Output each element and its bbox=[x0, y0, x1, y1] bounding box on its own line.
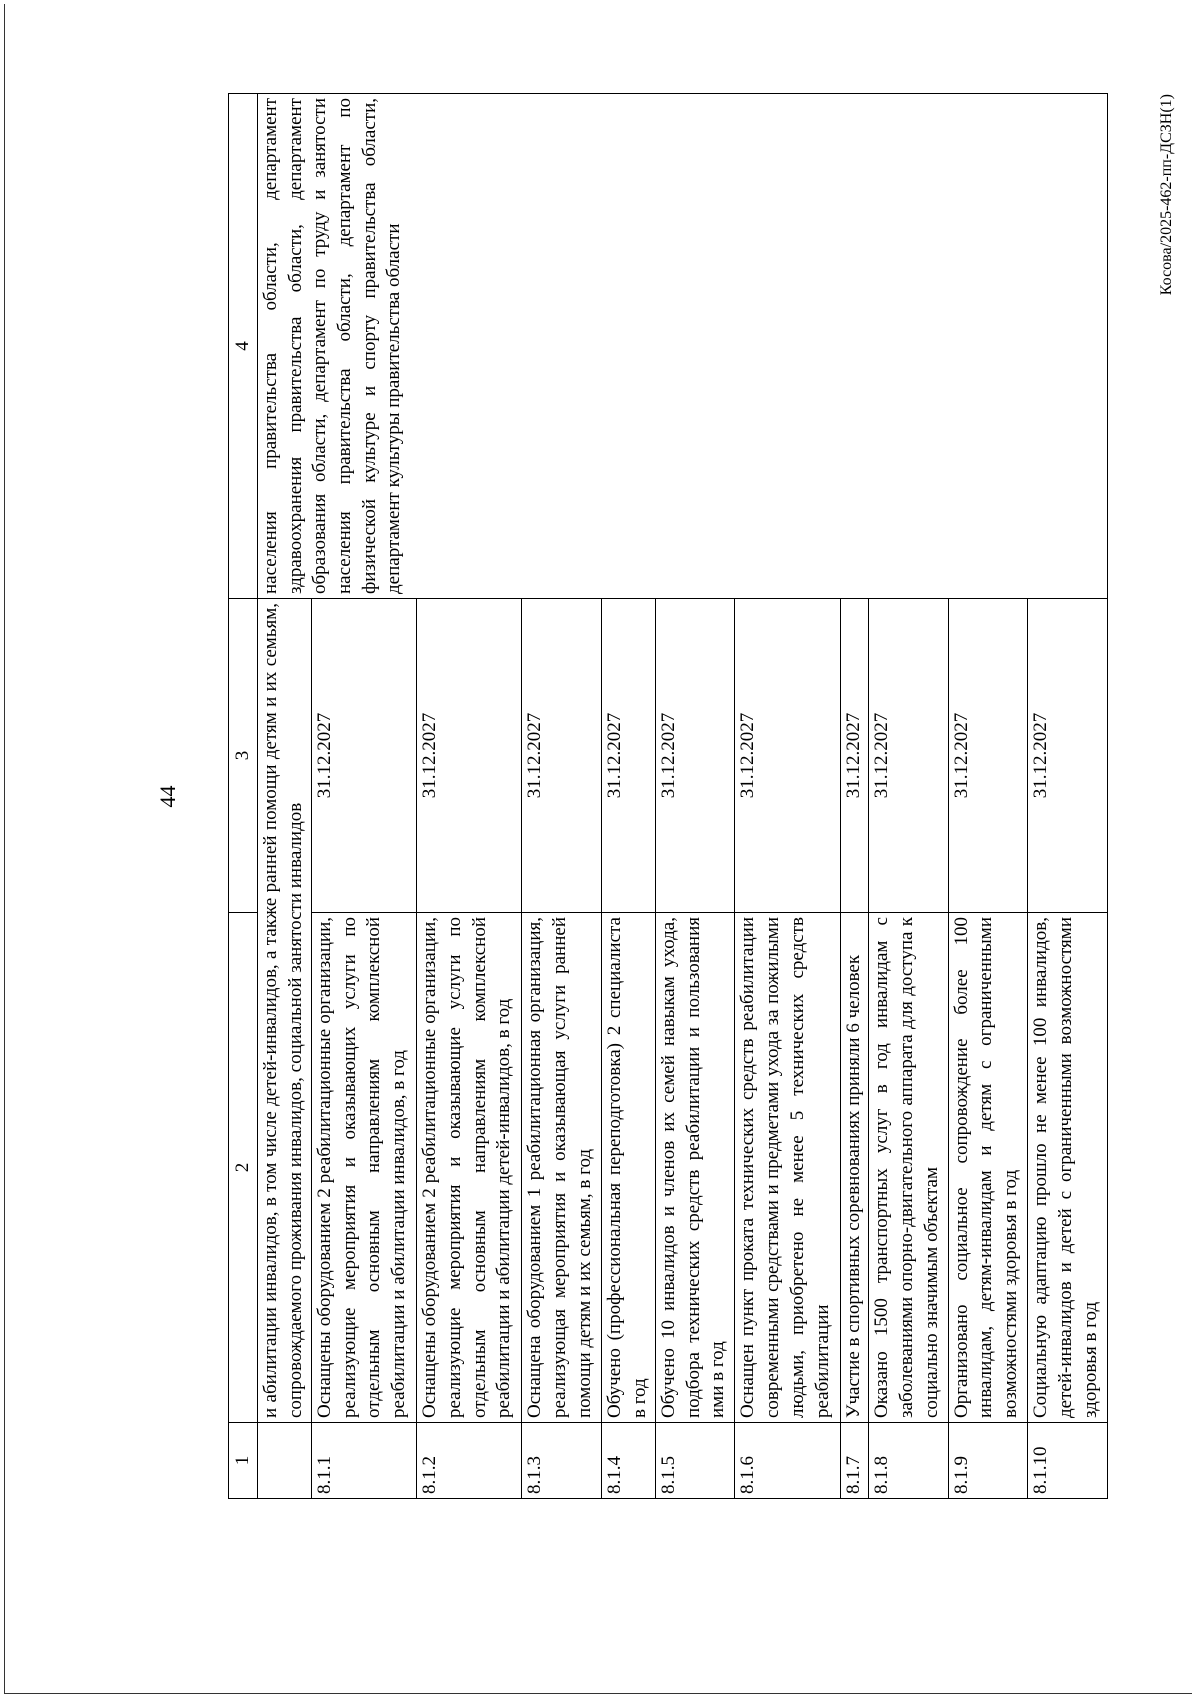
measures-table bbox=[228, 93, 1108, 1499]
page-number: 44 bbox=[155, 785, 180, 808]
rotated-page-content bbox=[148, 94, 1175, 1499]
header-col-3: 3 bbox=[229, 599, 258, 913]
table-header-row bbox=[229, 94, 258, 1499]
row-text: Социальную адаптацию прошло не менее 100 инвалидов, детей-инвалидов и детей с ограниченными возможностями здоровья в год bbox=[1028, 913, 1108, 1423]
row-date: 31.12.2027 bbox=[948, 599, 1028, 913]
row-date: 31.12.2027 bbox=[522, 599, 602, 913]
intro-text: и абилитации инвалидов, в том числе детей-инвалидов, а также ранней помощи детям и их семьям, сопровождаемого проживания инвалидов, социальной занятости инвалидов bbox=[258, 599, 312, 1423]
row-num: 8.1.3 bbox=[522, 1423, 602, 1499]
row-date: 31.12.2027 bbox=[869, 599, 949, 913]
row-date: 31.12.2027 bbox=[735, 599, 840, 913]
row-num: 8.1.5 bbox=[655, 1423, 735, 1499]
row-text: Оказано 1500 транспортных услуг в год инвалидам с заболеваниями опорно-двигательного аппарата для доступа к социально значимым объектам bbox=[869, 913, 949, 1423]
cell-num-empty bbox=[258, 1423, 312, 1499]
row-date: 31.12.2027 bbox=[840, 599, 869, 913]
row-text: Обучено 10 инвалидов и членов их семей навыкам ухода, подбора технических средств реабилитации и пользования ими в год bbox=[655, 913, 735, 1423]
row-num: 8.1.4 bbox=[601, 1423, 655, 1499]
row-num: 8.1.1 bbox=[312, 1423, 417, 1499]
row-date: 31.12.2027 bbox=[417, 599, 522, 913]
header-col-1: 1 bbox=[229, 1423, 258, 1499]
row-date: 31.12.2027 bbox=[655, 599, 735, 913]
row-date: 31.12.2027 bbox=[312, 599, 417, 913]
row-num: 8.1.6 bbox=[735, 1423, 840, 1499]
header-col-2: 2 bbox=[229, 913, 258, 1423]
table-row-intro bbox=[258, 94, 312, 1499]
row-num: 8.1.7 bbox=[840, 1423, 869, 1499]
row-text: Организовано социальное сопровождение более 100 инвалидам, детям-инвалидам и детям с ограниченными возможностями здоровья в год bbox=[948, 913, 1028, 1423]
header-col-4: 4 bbox=[229, 94, 258, 599]
row-num: 8.1.10 bbox=[1028, 1423, 1108, 1499]
row-text: Обучено (профессиональная переподготовка) 2 специалиста в год bbox=[601, 913, 655, 1423]
row-text: Оснащен пункт проката технических средств реабилитации современными средствами и предметами ухода за пожилыми людьми, приобретено не менее 5 технических средств реабилитации bbox=[735, 913, 840, 1423]
doc-code: Косова/2025-462-пп-ДСЗН(1) bbox=[1158, 94, 1175, 296]
row-text: Оснащены оборудованием 2 реабилитационные организации, реализующие мероприятия и оказывающие услуги по отдельным основным направлениям комплексной реабилитации и абилитации детей-инвалидов, в год bbox=[417, 913, 522, 1423]
row-num: 8.1.9 bbox=[948, 1423, 1028, 1499]
row-text: Оснащена оборудованием 1 реабилитационная организация, реализующая мероприятия и оказывающая услуги ранней помощи детям и их семьям, в год bbox=[522, 913, 602, 1423]
responsible-text: населения правительства области, департамент здравоохранения правительства области, департамент образования области, департамент по труду и занятости населения правительства области, департамент по физической культуре и спорту правительства области, департамент культуры правительства области bbox=[258, 94, 1108, 599]
row-date: 31.12.2027 bbox=[1028, 599, 1108, 913]
row-text: Участие в спортивных соревнованиях приняли 6 человек bbox=[840, 913, 869, 1423]
row-num: 8.1.2 bbox=[417, 1423, 522, 1499]
row-num: 8.1.8 bbox=[869, 1423, 949, 1499]
row-date: 31.12.2027 bbox=[601, 599, 655, 913]
row-text: Оснащены оборудованием 2 реабилитационные организации, реализующие мероприятия и оказывающих услуги по отдельным основным направлениям комплексной реабилитации и абилитации инвалидов, в год bbox=[312, 913, 417, 1423]
